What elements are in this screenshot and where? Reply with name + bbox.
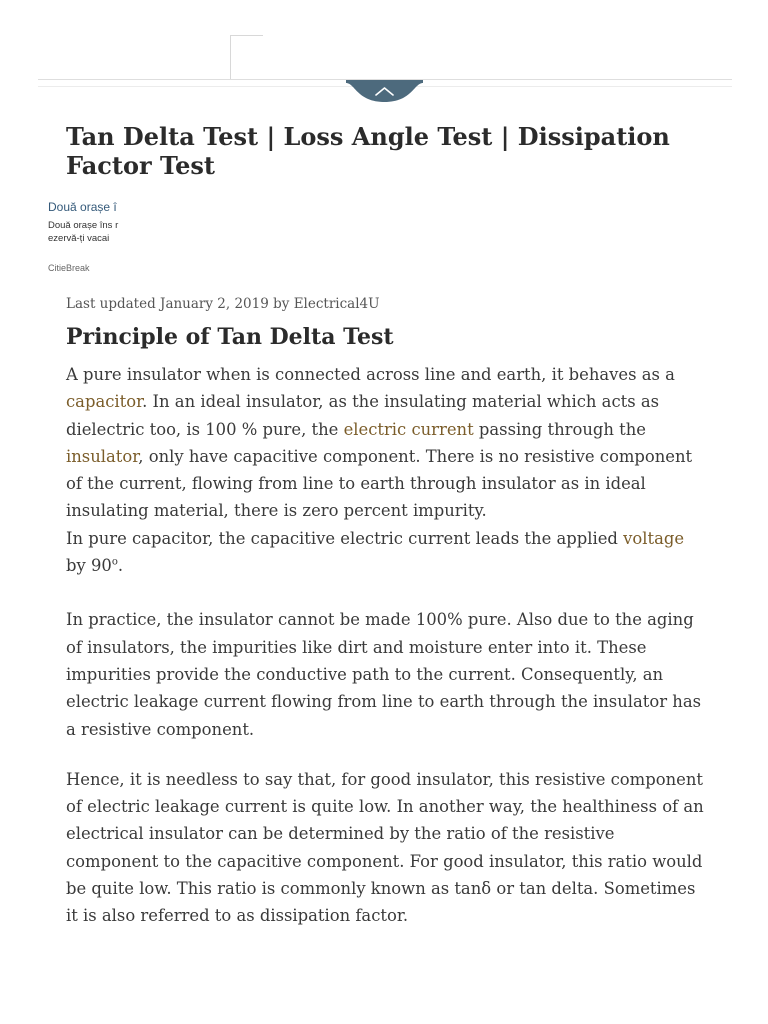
last-updated-text: Last updated January 2, 2019 by [66,296,294,312]
chevron-up-icon [346,80,423,102]
collapse-header-button[interactable] [346,80,423,102]
voltage-link[interactable]: voltage [623,528,685,548]
article-title: Tan Delta Test | Loss Angle Test | Dissipation Factor Test [66,122,670,180]
ad-body[interactable]: Două orașe îns rezervă-ți vacai [48,220,119,244]
paragraph: A pure insulator when is connected across line and earth, it behaves as a capacitor. In an ideal insulator, as the insulating material which acts as dielectric too, is 100 % pure, the electric current passing through the insulator, only have capacitive component. There is no resistive component of the current, flowing from line to earth through insulator as in ideal insulating material, there is zero percent impurity. [66,365,693,521]
paragraph: In pure capacitor, the capacitive electric current leads the applied voltage by 90$^o$. [66,528,685,576]
paragraph: In practice, the insulator cannot be made 100% pure. Also due to the aging of insulators, the impurities like dirt and moisture enter into it. These impurities provide the conductive path to the current. Consequently, an electric leakage current flowing from line to earth through the insulator has a resistive component. [66,610,702,739]
site-logo-placeholder[interactable] [230,35,263,80]
author-link[interactable]: Electrical4U [293,296,380,312]
ad-title[interactable]: Două orașe î [48,200,117,214]
article-meta [66,296,380,312]
capacitor-link[interactable]: capacitor [66,392,143,412]
ad-unit[interactable] [48,199,128,245]
electric-current-link[interactable]: electric current [343,419,474,439]
article-body [66,361,708,930]
ad-source[interactable]: CitieBreak [48,263,90,273]
insulator-link[interactable]: insulator [66,446,139,466]
section-heading: Principle of Tan Delta Test [66,324,394,350]
degree-superscript: o [111,556,118,568]
paragraph: Hence, it is needless to say that, for good insulator, this resistive component of electric leakage current is quite low. In another way, the healthiness of an electrical insulator can be determined by the ratio of the resistive component to the capacitive component. For good insulator, this ratio would be quite low. This ratio is commonly known as tanδ or tan delta. Sometimes it is also referred to as dissipation factor. [66,769,704,926]
